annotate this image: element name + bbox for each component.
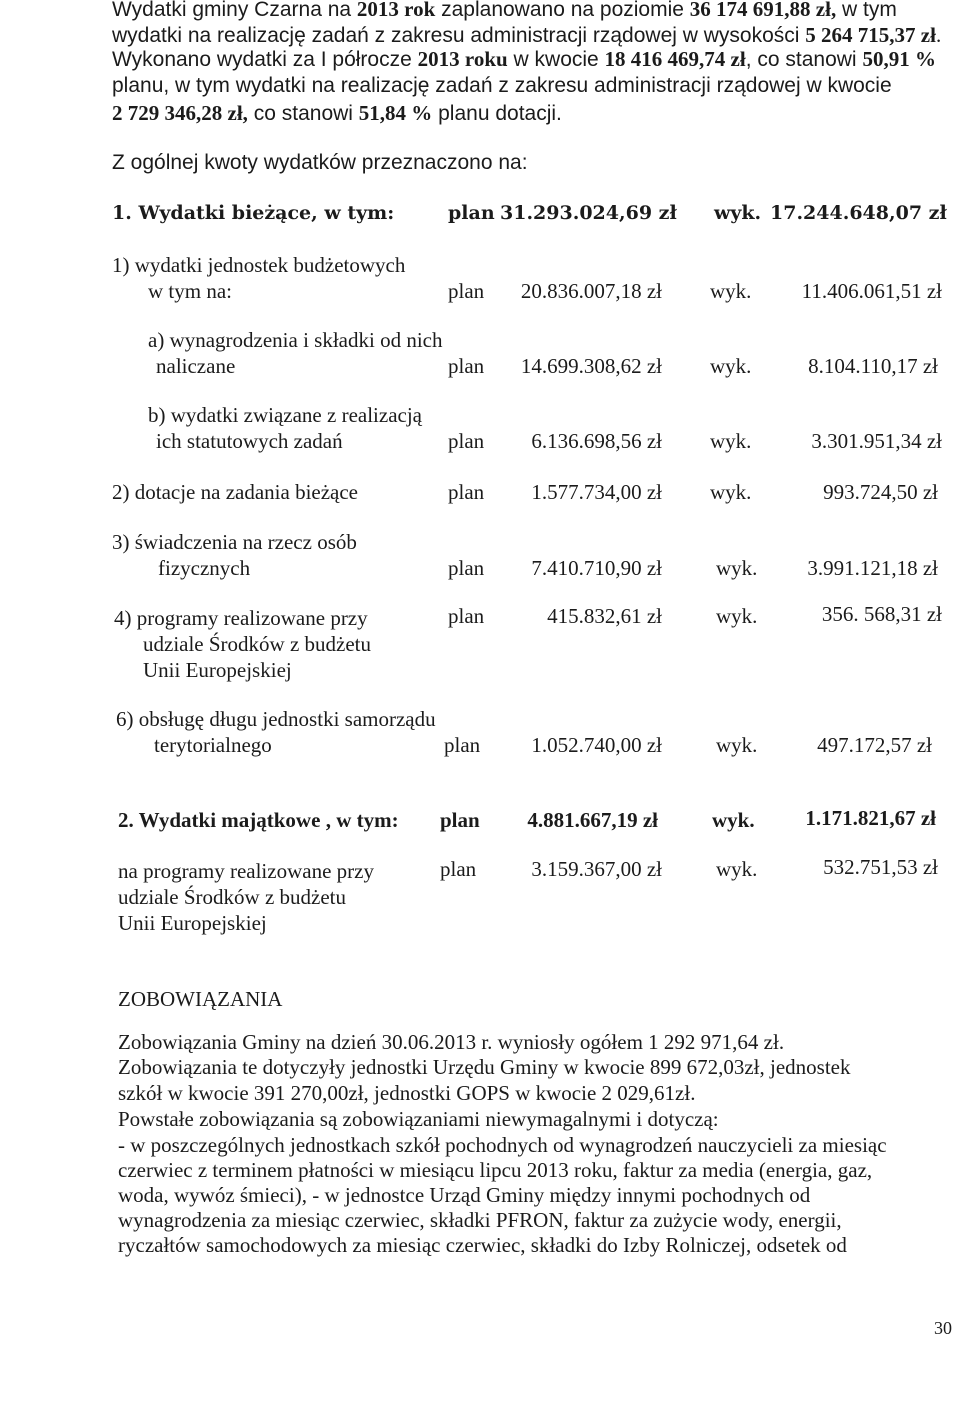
section-heading: ZOBOWIĄZANIA bbox=[118, 987, 283, 1011]
plan-label: plan bbox=[440, 808, 480, 832]
intro-text: wydatki na realizację zadań z zakresu administracji rządowej w wysokości bbox=[112, 24, 806, 47]
intro-text: zaplanowano na poziomie bbox=[435, 0, 690, 21]
expense-label: 4) programy realizowane przy bbox=[114, 606, 368, 630]
plan-value: 31.293.024,69 zł bbox=[500, 202, 677, 224]
liabilities-text: - w poszczególnych jednostkach szkół pochodnych od wynagrodzeń nauczycieli za miesiąc bbox=[118, 1133, 887, 1157]
intro-amount: 36 174 691,88 zł, bbox=[689, 0, 837, 21]
expense-label-cont: w tym na: bbox=[148, 279, 232, 303]
intro-text: Wykonano wydatki za I półrocze bbox=[112, 48, 418, 71]
expense-label bbox=[118, 808, 399, 833]
intro-text: Wydatki gminy Czarna na bbox=[112, 0, 357, 21]
wyk-value: 17.244.648,07 zł bbox=[770, 202, 947, 224]
liabilities-text: wynagrodzenia za miesiąc czerwiec, składki PFRON, faktur za zużycie wody, energii, bbox=[118, 1208, 842, 1232]
plan-label: plan bbox=[440, 857, 477, 881]
wyk-value: 993.724,50 zł bbox=[823, 480, 938, 504]
plan-value: 14.699.308,62 zł bbox=[520, 354, 662, 378]
wyk-label: wyk. bbox=[714, 202, 762, 224]
wyk-label: wyk. bbox=[716, 733, 758, 757]
intro-text: planu, w tym wydatki na realizację zadań z zakresu administracji rządowej w kwocie bbox=[112, 74, 892, 97]
wyk-value: 3.991.121,18 zł bbox=[807, 556, 938, 580]
intro-text: , co stanowi bbox=[745, 48, 863, 71]
liabilities-text: woda, wywóz śmieci), - w jednostce Urząd Gminy między innymi pochodnych od bbox=[118, 1183, 811, 1207]
wyk-label: wyk. bbox=[716, 857, 758, 881]
plan-label: plan bbox=[448, 429, 485, 453]
plan-label: plan bbox=[444, 733, 481, 757]
plan-value: 6.136.698,56 zł bbox=[531, 429, 662, 453]
expense-label: 1) wydatki jednostek budżetowych bbox=[112, 253, 406, 277]
intro-text: planu dotacji. bbox=[432, 102, 562, 125]
plan-label: plan bbox=[448, 279, 485, 303]
expense-label-cont: naliczane bbox=[156, 354, 236, 378]
plan-label: plan bbox=[448, 604, 485, 628]
plan-value: 1.577.734,00 zł bbox=[531, 480, 662, 504]
expense-label-cont: udziale Środków z budżetu bbox=[143, 632, 372, 656]
expense-label-cont: Unii Europejskiej bbox=[118, 911, 267, 935]
intro-text: co stanowi bbox=[247, 102, 359, 125]
wyk-label: wyk. bbox=[716, 604, 758, 628]
plan-value: 3.159.367,00 zł bbox=[531, 857, 662, 881]
plan-label: plan bbox=[448, 556, 485, 580]
section-intro: Z ogólnej kwoty wydatków przeznaczono na: bbox=[112, 151, 528, 174]
wyk-label: wyk. bbox=[710, 279, 752, 303]
intro-line-2 bbox=[112, 22, 941, 49]
liabilities-text: ryczałtów samochodowych za miesiąc czerwiec, składki do Izby Rolniczej, odsetek od bbox=[118, 1233, 847, 1257]
expense-label-bold: , w tym: bbox=[320, 808, 399, 832]
expense-label-cont: udziale Środków z budżetu bbox=[118, 885, 347, 909]
intro-line-5 bbox=[112, 100, 562, 127]
plan-value: 4.881.667,19 zł bbox=[527, 808, 658, 832]
wyk-value: 3.301.951,34 zł bbox=[811, 429, 942, 453]
wyk-value: 532.751,53 zł bbox=[823, 855, 938, 879]
wyk-label: wyk. bbox=[716, 556, 758, 580]
expense-label: 3) świadczenia na rzecz osób bbox=[112, 530, 357, 554]
expense-label-bold: 2. Wydatki majątkowe bbox=[118, 808, 321, 832]
wyk-label: wyk. bbox=[710, 354, 752, 378]
intro-line-1 bbox=[112, 0, 897, 23]
intro-percent: 50,91 % bbox=[862, 47, 936, 71]
intro-amount: 5 264 715,37 zł bbox=[805, 23, 936, 47]
intro-year: 2013 roku bbox=[417, 47, 508, 71]
liabilities-text: szkół w kwocie 391 270,00zł, jednostki GOPS w kwocie 2 029,61zł. bbox=[118, 1081, 696, 1105]
wyk-value: 8.104.110,17 zł bbox=[808, 354, 938, 378]
liabilities-text: Zobowiązania Gminy na dzień 30.06.2013 r. wyniosły ogółem 1 292 971,64 zł. bbox=[118, 1030, 785, 1054]
plan-value: 1.052.740,00 zł bbox=[531, 733, 662, 757]
expense-label: 6) obsługę długu jednostki samorządu bbox=[116, 707, 436, 731]
wyk-label: wyk. bbox=[710, 480, 752, 504]
wyk-value: 356. 568,31 zł bbox=[821, 602, 942, 626]
intro-percent: 51,84 % bbox=[358, 101, 433, 125]
expense-label-cont: terytorialnego bbox=[154, 733, 272, 757]
expense-label-cont: fizycznych bbox=[158, 556, 251, 580]
intro-text: . bbox=[935, 23, 942, 47]
expense-label-cont: Unii Europejskiej bbox=[143, 658, 292, 682]
expense-label: a) wynagrodzenia i składki od nich bbox=[148, 328, 443, 352]
plan-label: plan bbox=[448, 480, 485, 504]
liabilities-text: Zobowiązania te dotyczyły jednostki Urzędu Gminy w kwocie 899 672,03zł, jednostek bbox=[118, 1055, 851, 1079]
liabilities-text: czerwiec z terminem płatności w miesiącu lipcu 2013 roku, faktur za media (energia, gaz, bbox=[118, 1158, 873, 1182]
intro-line-4 bbox=[112, 73, 944, 99]
intro-line-3 bbox=[112, 46, 936, 73]
intro-text: w kwocie bbox=[507, 48, 605, 71]
plan-value: 20.836.007,18 zł bbox=[520, 279, 662, 303]
expense-label: 1. Wydatki bieżące, w tym: bbox=[112, 202, 395, 224]
plan-label: plan bbox=[448, 202, 495, 224]
expense-label: na programy realizowane przy bbox=[118, 859, 374, 883]
plan-label: plan bbox=[448, 354, 485, 378]
intro-year: 2013 rok bbox=[356, 0, 436, 21]
wyk-label: wyk. bbox=[710, 429, 752, 453]
intro-amount: 2 729 346,28 zł, bbox=[112, 101, 248, 125]
intro-text: w tym bbox=[836, 0, 897, 21]
expense-label: 2) dotacje na zadania bieżące bbox=[112, 480, 359, 504]
plan-value: 7.410.710,90 zł bbox=[531, 556, 662, 580]
wyk-value: 11.406.061,51 zł bbox=[801, 279, 942, 303]
liabilities-text: Powstałe zobowiązania są zobowiązaniami niewymagalnymi i dotyczą: bbox=[118, 1107, 719, 1131]
wyk-label: wyk. bbox=[712, 808, 755, 832]
expense-label: b) wydatki związane z realizacją bbox=[148, 403, 422, 427]
plan-value: 415.832,61 zł bbox=[547, 604, 662, 628]
page-number: 30 bbox=[934, 1318, 952, 1338]
expense-label-cont: ich statutowych zadań bbox=[156, 429, 343, 453]
intro-amount: 18 416 469,74 zł bbox=[604, 47, 746, 71]
wyk-value: 497.172,57 zł bbox=[817, 733, 932, 757]
wyk-value: 1.171.821,67 zł bbox=[805, 806, 936, 830]
